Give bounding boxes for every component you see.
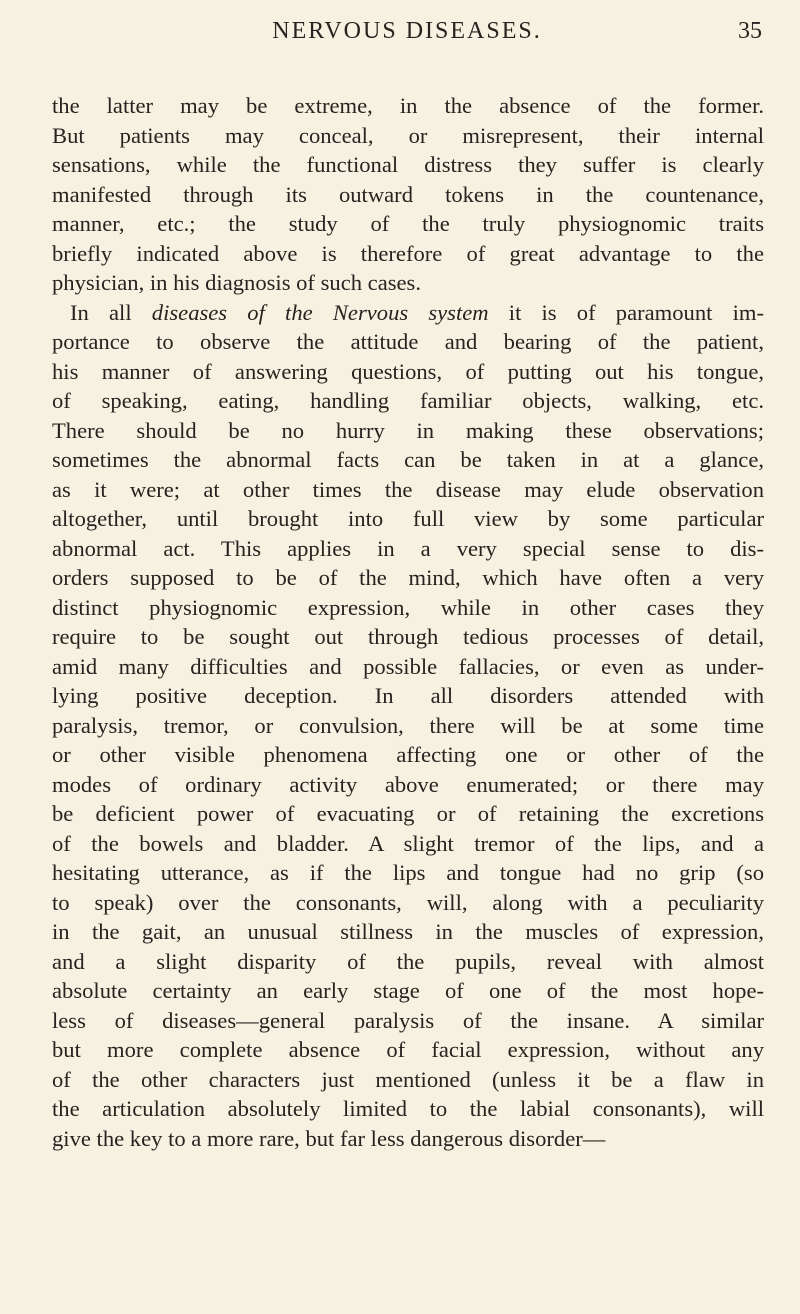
text-line: be deficient power of evacuating or of retaining the excretions xyxy=(52,801,764,826)
text-line: abnormal act. This applies in a very special sense to dis- xyxy=(52,535,764,561)
text-line: modes of ordinary activity above enumerated; or there may xyxy=(52,771,764,797)
text-line: manifested through its outward tokens in the countenance, xyxy=(52,181,764,207)
text-line: hesitating utterance, as if the lips and tongue had no grip (so xyxy=(52,860,764,885)
text-line: as it were; at other times the disease may elude observation xyxy=(52,476,764,502)
text-line: distinct physiognomic expression, while in other cases they xyxy=(52,594,764,620)
italic-phrase: diseases of the Nervous system xyxy=(151,299,489,325)
text-line: in the gait, an unusual stillness in the muscles of expression, xyxy=(52,919,764,944)
running-title: NERVOUS DISEASES. xyxy=(272,18,542,44)
text-line: altogether, until brought into full view by some particular xyxy=(52,506,764,531)
text-line: paralysis, tremor, or convulsion, there will be at some time xyxy=(52,712,764,738)
text-line: But patients may conceal, or misrepresent, their internal xyxy=(52,122,764,148)
text-line: There should be no hurry in making these observations; xyxy=(52,417,764,443)
text-line: or other visible phenomena affecting one or other of the xyxy=(52,742,764,767)
text-line: give the key to a more rare, but far less dangerous disorder— xyxy=(52,1125,606,1151)
text-line: and a slight disparity of the pupils, reveal with almost xyxy=(52,948,764,974)
page-header xyxy=(52,18,762,58)
text-line: absolute certainty an early stage of one of the most hope- xyxy=(52,978,764,1003)
text-line: orders supposed to be of the mind, which have often a very xyxy=(52,565,764,590)
text-line: of the bowels and bladder. A slight tremor of the lips, and a xyxy=(52,830,764,856)
paragraph-start-line xyxy=(52,298,764,328)
text-line: less of diseases—general paralysis of the insane. A similar xyxy=(52,1007,764,1033)
paragraph-start-text: In all xyxy=(70,299,152,325)
text-line: briefly indicated above is therefore of great advantage to the xyxy=(52,240,764,266)
text-line: of speaking, eating, handling familiar objects, walking, etc. xyxy=(52,388,764,413)
text-line: sometimes the abnormal facts can be taken in at a glance, xyxy=(52,447,764,472)
text-line: require to be sought out through tedious processes of detail, xyxy=(52,624,764,649)
text-line: manner, etc.; the study of the truly physiognomic traits xyxy=(52,211,764,236)
text-line: but more complete absence of facial expression, without any xyxy=(52,1037,764,1062)
text-line: the articulation absolutely limited to the labial consonants), will xyxy=(52,1096,764,1121)
text-line: physician, in his diagnosis of such cases. xyxy=(52,270,421,295)
text-line: of the other characters just mentioned (unless it be a flaw in xyxy=(52,1066,764,1092)
text-line: to speak) over the consonants, will, along with a peculiarity xyxy=(52,889,764,915)
text-line: the latter may be extreme, in the absence of the former. xyxy=(52,93,764,118)
text-line: portance to observe the attitude and bearing of the patient, xyxy=(52,329,764,354)
body-text xyxy=(52,91,764,1153)
text-line: his manner of answering questions, of putting out his tongue, xyxy=(52,358,764,384)
page-number: 35 xyxy=(738,18,762,44)
text-line: lying positive deception. In all disorders attended with xyxy=(52,683,764,708)
text-line: amid many difficulties and possible fallacies, or even as under- xyxy=(52,653,764,679)
text-line: sensations, while the functional distress they suffer is clearly xyxy=(52,152,764,177)
paragraph-start-text-end: it is of paramount im- xyxy=(488,299,764,325)
